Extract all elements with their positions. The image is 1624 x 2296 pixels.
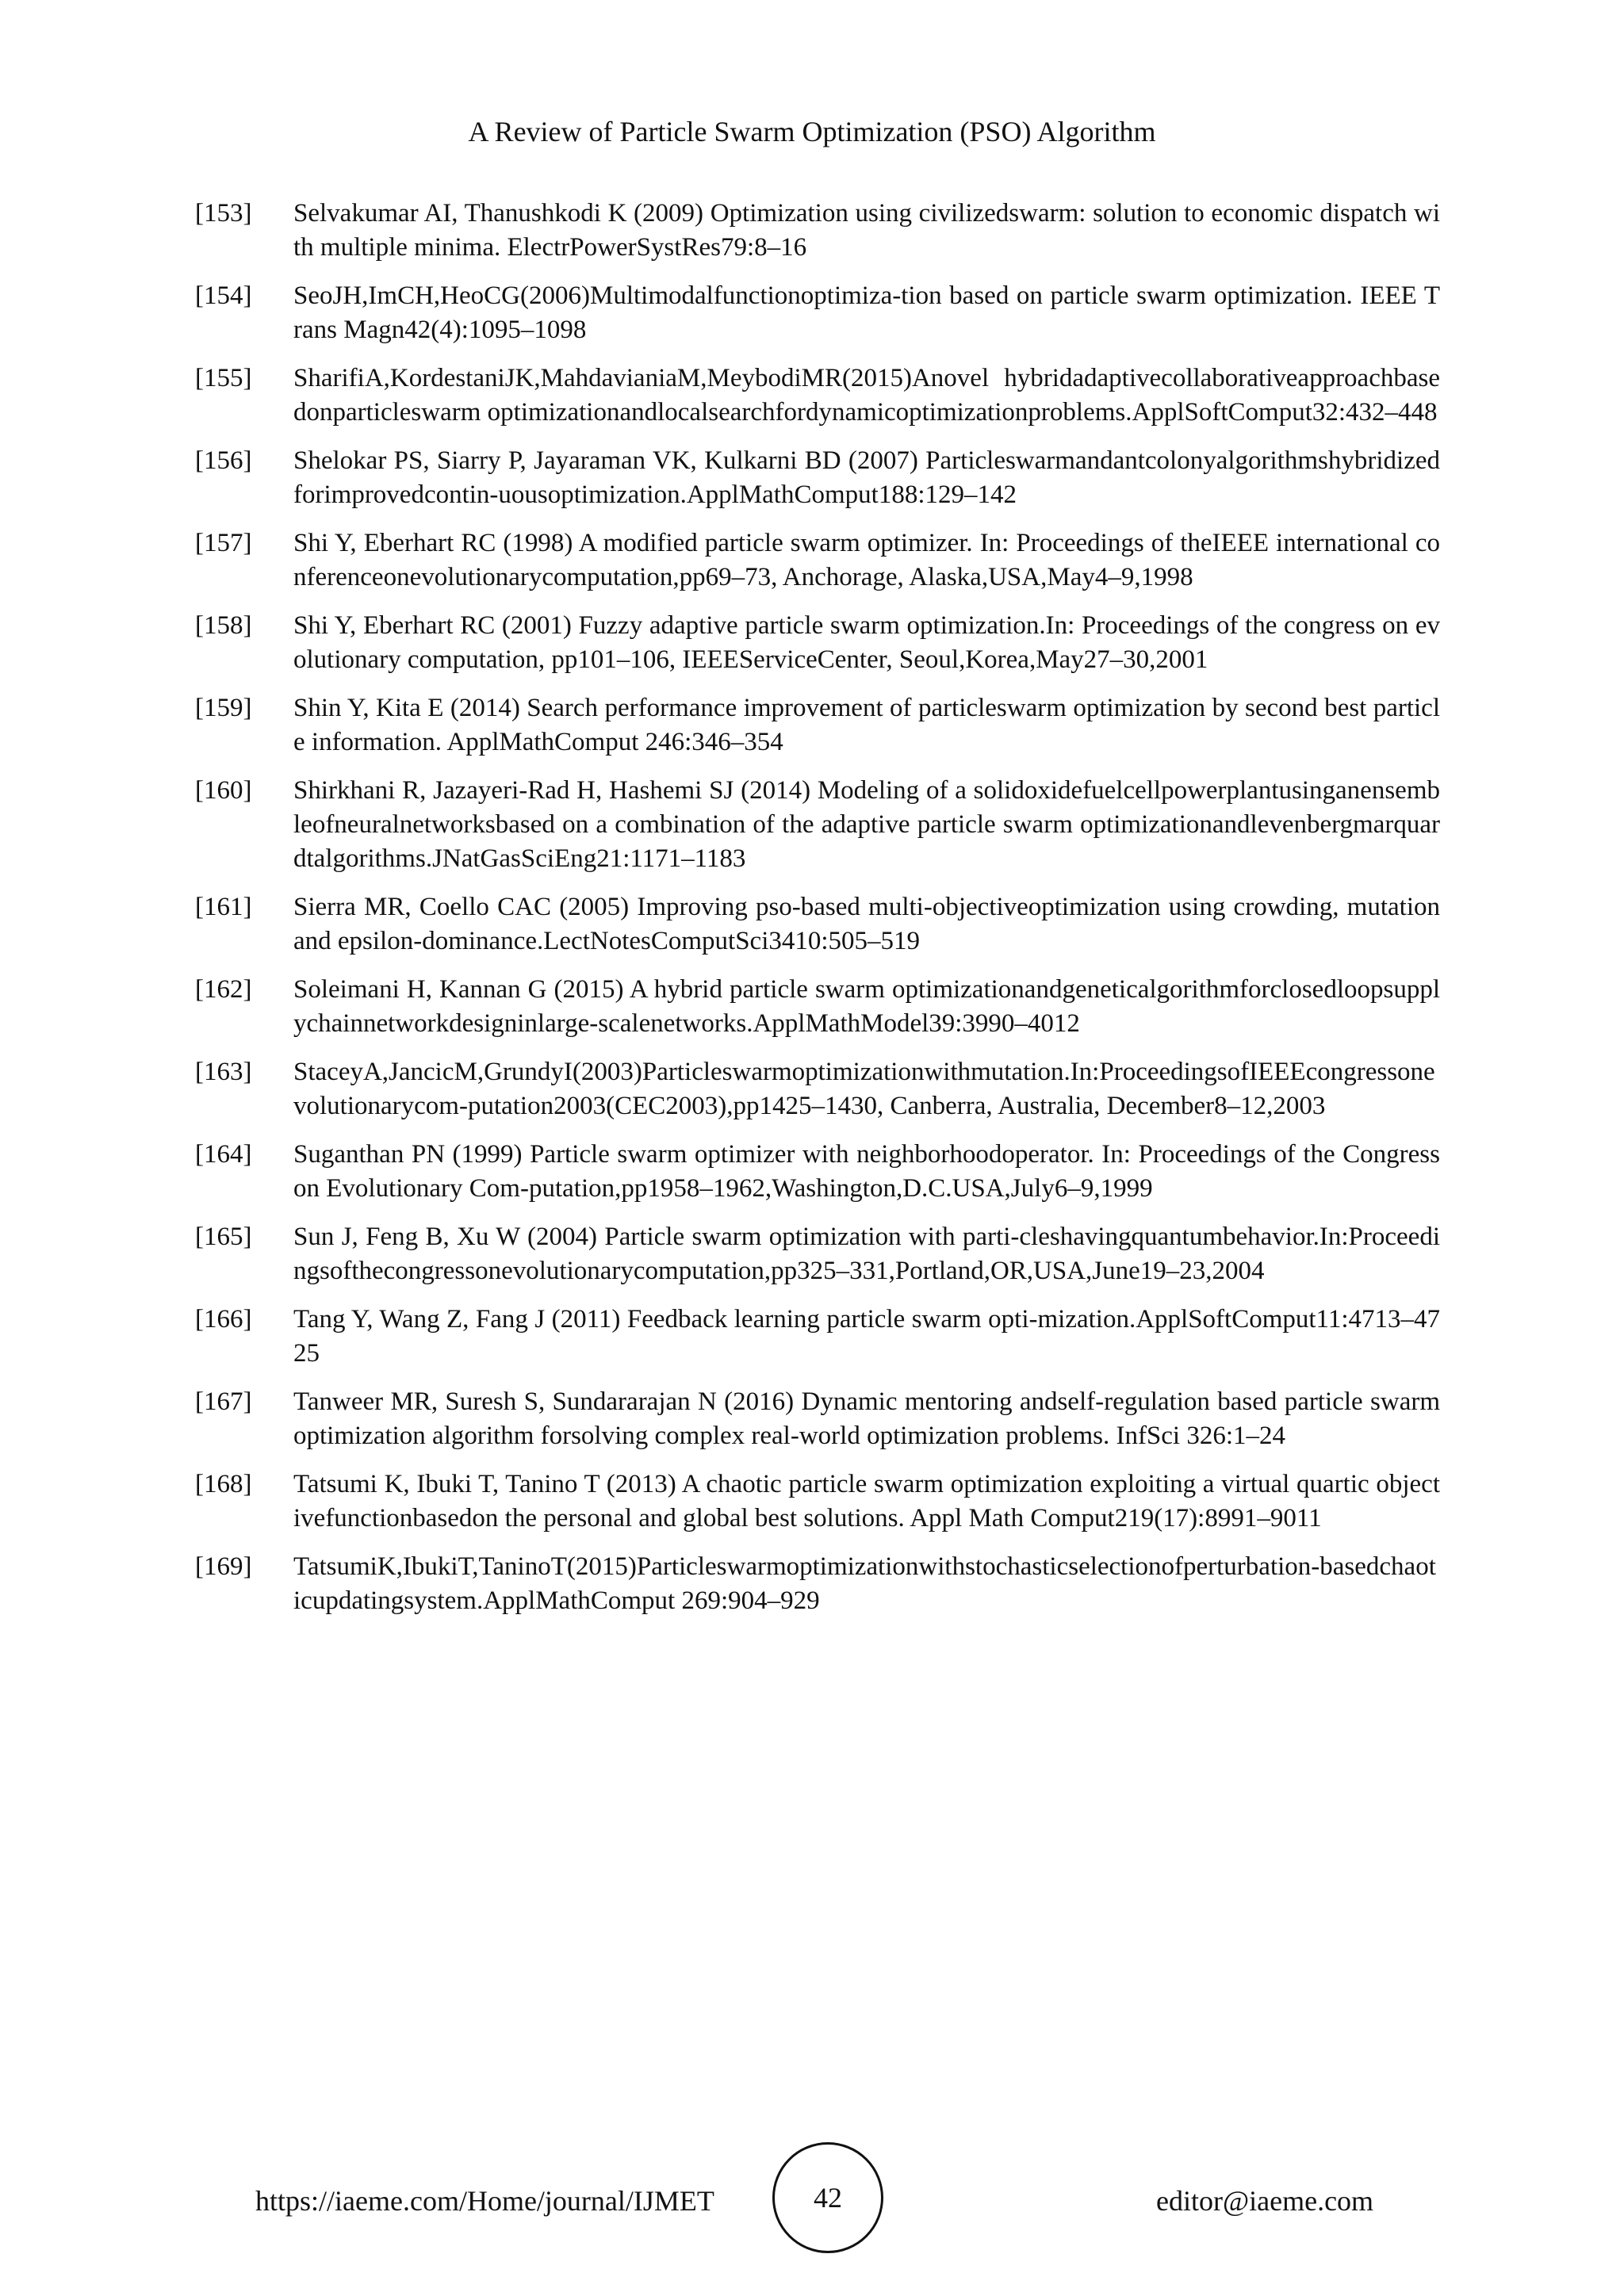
reference-item [195, 691, 1440, 760]
footer-journal-link[interactable]: https://iaeme.com/Home/journal/IJMET [255, 2185, 714, 2217]
reference-number: [162] [195, 975, 252, 1004]
page-number: 42 [814, 2182, 842, 2214]
reference-number: [158] [195, 611, 252, 640]
reference-item [195, 526, 1440, 595]
reference-item [195, 774, 1440, 876]
reference-item [195, 1220, 1440, 1288]
reference-item [195, 279, 1440, 347]
reference-number: [165] [195, 1223, 252, 1251]
reference-number: [156] [195, 446, 252, 475]
reference-number: [168] [195, 1470, 252, 1498]
reference-number: [163] [195, 1058, 252, 1086]
page-footer [0, 2142, 1624, 2261]
reference-item [195, 890, 1440, 959]
reference-list [195, 197, 1440, 1632]
reference-text: Tanweer MR, Suresh S, Sundararajan N (2016) Dynamic mentoring andself-regulation based particle swarm optimization algorithm forsolving complex real-world optimization problems. InfSci 326:1–24 [293, 1387, 1440, 1450]
reference-number: [160] [195, 776, 252, 805]
reference-item [195, 1303, 1440, 1371]
footer-email-link[interactable]: editor@iaeme.com [1156, 2185, 1374, 2217]
reference-number: [164] [195, 1140, 252, 1169]
reference-item [195, 197, 1440, 265]
reference-text: Sierra MR, Coello CAC (2005) Improving pso-based multi-objectiveoptimization using crowding, mutation and epsilon-dominance.LectNotesComputSci3410:505–519 [293, 893, 1440, 955]
reference-text: Shi Y, Eberhart RC (1998) A modified particle swarm optimizer. In: Proceedings of theIEEE international conferenceonevolutionarycomputation,pp69–73, Anchorage, Alaska,USA,May4–9,1998 [293, 529, 1440, 591]
reference-text: Shi Y, Eberhart RC (2001) Fuzzy adaptive particle swarm optimization.In: Proceedings of the congress on evolutionary computation, pp101–106, IEEEServiceCenter, Seoul,Korea,May27–30,2001 [293, 611, 1440, 674]
reference-number: [154] [195, 281, 252, 310]
reference-text: SharifiA,KordestaniJK,MahdavianiaM,MeybodiMR(2015)Anovel hybridadaptivecollaborativeapproachbasedonparticleswarm optimizationandlocalsearchfordynamicoptimizationproblems.ApplSoftComput32:432–448 [293, 364, 1440, 427]
reference-text: Suganthan PN (1999) Particle swarm optimizer with neighborhoodoperator. In: Proceedings of the Congress on Evolutionary Com-putation,pp1958–1962,Washington,D.C.USA,July6–9,1999 [293, 1140, 1440, 1203]
reference-text: Shirkhani R, Jazayeri-Rad H, Hashemi SJ (2014) Modeling of a solidoxidefuelcellpowerplantusinganensembleofneuralnetworksbased on a combination of the adaptive particle swarm optimizationandlevenbergmarquardtalgorithms.JNatGasSciEng21:1171–1183 [293, 776, 1440, 873]
reference-item [195, 362, 1440, 430]
reference-text: Tatsumi K, Ibuki T, Tanino T (2013) A chaotic particle swarm optimization exploiting a virtual quartic objectivefunctionbasedon the personal and global best solutions. Appl Math Comput219(17):8991–9011 [293, 1470, 1440, 1533]
reference-number: [157] [195, 529, 252, 557]
reference-text: Shelokar PS, Siarry P, Jayaraman VK, Kulkarni BD (2007) Particleswarmandantcolonyalgorithmshybridizedforimprovedcontin-uousoptimization.ApplMathComput188:129–142 [293, 446, 1440, 509]
reference-item [195, 1055, 1440, 1123]
reference-number: [153] [195, 199, 252, 228]
reference-item [195, 1138, 1440, 1206]
reference-text: Soleimani H, Kannan G (2015) A hybrid particle swarm optimizationandgeneticalgorithmforclosedloopsupplychainnetworkdesigninlarge-scalenetworks.ApplMathModel39:3990–4012 [293, 975, 1440, 1038]
reference-text: SeoJH,ImCH,HeoCG(2006)Multimodalfunctionoptimiza-tion based on particle swarm optimization. IEEE Trans Magn42(4):1095–1098 [293, 281, 1440, 344]
reference-number: [161] [195, 893, 252, 921]
reference-text: Shin Y, Kita E (2014) Search performance improvement of particleswarm optimization by second best particle information. ApplMathComput 246:346–354 [293, 694, 1440, 756]
reference-text: Tang Y, Wang Z, Fang J (2011) Feedback learning particle swarm opti-mization.ApplSoftComput11:4713–4725 [293, 1305, 1440, 1368]
reference-item [195, 1550, 1440, 1618]
reference-item [195, 609, 1440, 677]
reference-text: Selvakumar AI, Thanushkodi K (2009) Optimization using civilizedswarm: solution to economic dispatch with multiple minima. ElectrPowerSystRes79:8–16 [293, 199, 1440, 262]
reference-number: [166] [195, 1305, 252, 1334]
reference-text: Sun J, Feng B, Xu W (2004) Particle swarm optimization with parti-cleshavingquantumbehavior.In:Proceedingsofthecongressonevolutionarycomputation,pp325–331,Portland,OR,USA,June19–23,2004 [293, 1223, 1440, 1285]
running-header-title: A Review of Particle Swarm Optimization (PSO) Algorithm [468, 116, 1156, 147]
reference-number: [167] [195, 1387, 252, 1416]
reference-number: [155] [195, 364, 252, 392]
reference-number: [159] [195, 694, 252, 722]
reference-item [195, 1385, 1440, 1453]
reference-item [195, 1468, 1440, 1536]
reference-text: TatsumiK,IbukiT,TaninoT(2015)Particleswarmoptimizationwithstochasticselectionofperturbation-basedchaoticupdatingsystem.ApplMathComput 269:904–929 [293, 1552, 1436, 1615]
reference-item [195, 444, 1440, 512]
reference-item [195, 973, 1440, 1041]
reference-text: StaceyA,JancicM,GrundyI(2003)Particleswarmoptimizationwithmutation.In:ProceedingsofIEEEcongressonevolutionarycom-putation2003(CEC2003),pp1425–1430, Canberra, Australia, December8–12,2003 [293, 1058, 1435, 1120]
reference-number: [169] [195, 1552, 252, 1581]
